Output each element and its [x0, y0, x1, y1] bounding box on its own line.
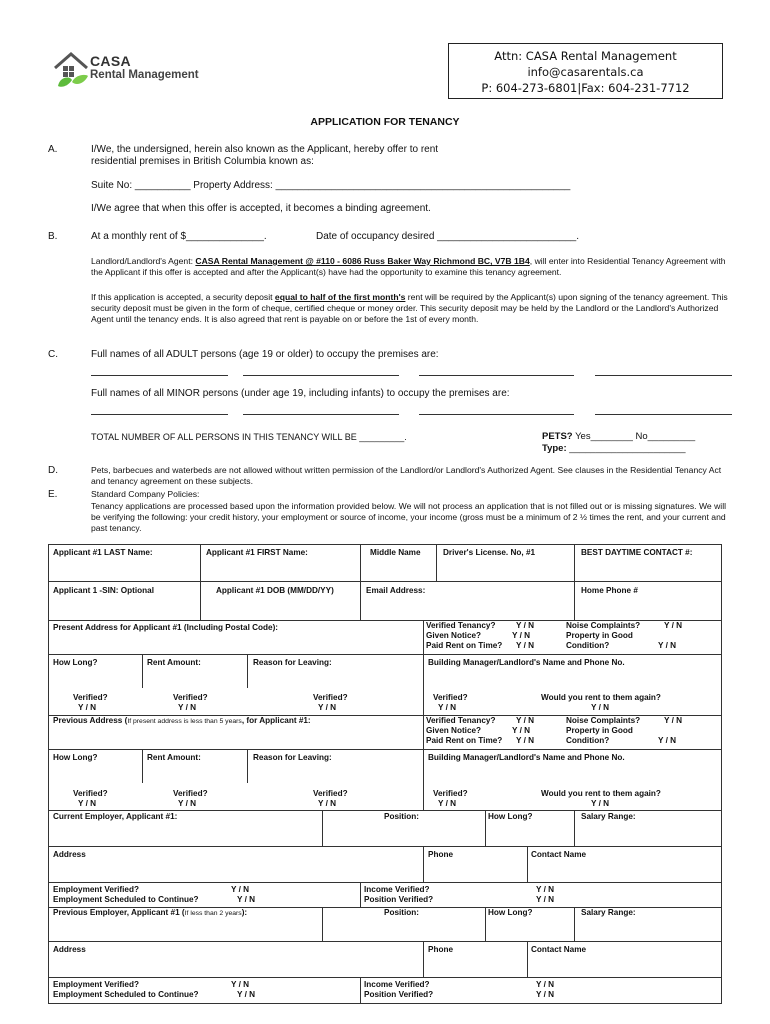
yn-option[interactable]: Y / N — [231, 885, 250, 894]
verified-label: Verified? — [173, 693, 208, 702]
employment-continue-label: Employment Scheduled to Continue? — [53, 895, 199, 904]
verified-label: Verified? — [313, 693, 348, 702]
company-logo — [52, 50, 222, 92]
section-b-letter: B. — [48, 231, 58, 242]
yn-option[interactable]: Y / N — [512, 726, 531, 735]
attn-phone: P: 604-273-6801|Fax: 604-231-7712 — [481, 81, 690, 95]
yn-option[interactable]: Y / N — [516, 641, 535, 650]
attn-box — [448, 43, 723, 99]
middle-name-field[interactable]: Middle Name — [370, 548, 421, 557]
property-good-label: Property in Good — [566, 631, 633, 640]
verified-tenancy-label: Verified Tenancy? — [426, 621, 496, 630]
verified-label: Verified? — [73, 789, 108, 798]
yn-option[interactable]: Y / N — [536, 990, 555, 999]
position-verified-label: Position Verified? — [364, 990, 434, 999]
yn-option[interactable]: Y / N — [516, 716, 535, 725]
employer-address-field[interactable]: Address — [53, 945, 86, 954]
yn-option[interactable]: Y / N — [664, 716, 683, 725]
section-c-letter: C. — [48, 349, 58, 360]
email-field[interactable]: Email Address: — [366, 586, 426, 595]
previous-employer-field[interactable]: Previous Employer, Applicant #1 (If less than 2 years): — [53, 908, 248, 917]
yn-option[interactable]: Y / N — [231, 980, 250, 989]
total-persons-field[interactable]: TOTAL NUMBER OF ALL PERSONS IN THIS TENANCY WILL BE _________. — [91, 432, 407, 442]
yn-option[interactable]: Y / N — [536, 885, 555, 894]
adult-name-line[interactable] — [595, 375, 732, 376]
sin-field[interactable]: Applicant 1 -SIN: Optional — [53, 586, 154, 595]
last-name-field[interactable]: Applicant #1 LAST Name: — [53, 548, 153, 557]
adult-names-label: Full names of all ADULT persons (age 19 or older) to occupy the premises are: — [91, 349, 439, 360]
page-title: APPLICATION FOR TENANCY — [310, 116, 460, 128]
section-a-letter: A. — [48, 144, 58, 155]
pets-field[interactable]: PETS? Yes________ No_________ — [542, 431, 696, 442]
given-notice-label: Given Notice? — [426, 726, 482, 735]
logo-subtitle: Rental Management — [90, 69, 199, 81]
adult-name-line[interactable] — [91, 375, 228, 376]
current-employer-field[interactable]: Current Employer, Applicant #1: — [53, 812, 178, 821]
position-field[interactable]: Position: — [384, 812, 420, 821]
deposit-paragraph: If this application is accepted, a security deposit equal to half of the first month's rent will be required by the Applicant(s) upon signing of the tenancy agreement. This security deposit must be given in the form of cheque, certified cheque or money order. This security deposit may be held by the Landlord or the Landlord's Authorized Agent until the tenancy ends. It is also agreed that rent is payable on or before the 1st of every month. — [91, 292, 728, 324]
yn-option[interactable]: Y / N — [178, 703, 197, 712]
noise-label: Noise Complaints? — [566, 716, 641, 725]
adult-name-line[interactable] — [419, 375, 574, 376]
employer-address-field[interactable]: Address — [53, 850, 86, 859]
position-verified-label: Position Verified? — [364, 895, 434, 904]
previous-address-field[interactable]: Previous Address (If present address is less than 5 years, for Applicant #1: — [53, 716, 311, 725]
how-long-field[interactable]: How Long? — [53, 658, 98, 667]
section-d-letter: D. — [48, 465, 58, 476]
minor-name-line[interactable] — [595, 414, 732, 415]
agent-name: CASA Rental Management @ #110 - 6086 Russ Baker Way Richmond BC, V7B 1B4 — [195, 256, 530, 266]
employer-contact-field[interactable]: Contact Name — [531, 850, 587, 859]
salary-range-field[interactable]: Salary Range: — [581, 812, 636, 821]
condition-label: Condition? — [566, 641, 610, 650]
would-rent-label: Would you rent to them again? — [541, 789, 661, 798]
minor-name-line[interactable] — [91, 414, 228, 415]
yn-option[interactable]: Y / N — [664, 621, 683, 630]
employer-phone-field[interactable]: Phone — [428, 850, 454, 859]
minor-name-line[interactable] — [419, 414, 574, 415]
logo-brand: CASA — [90, 53, 131, 69]
yn-option[interactable]: Y / N — [516, 736, 535, 745]
yn-option[interactable]: Y / N — [512, 631, 531, 640]
deposit-emphasis: equal to half of the first month's — [274, 292, 406, 302]
section-e-letter: E. — [48, 489, 58, 500]
property-good-label: Property in Good — [566, 726, 633, 735]
salary-range-field[interactable]: Salary Range: — [581, 908, 636, 917]
agent-paragraph: Landlord/Landlord's Agent: CASA Rental Management @ #110 - 6086 Russ Baker Way Richmond BC, V7B 1B4, will enter into Residential Tenancy Agreement with the Applicant if this offer is accepted and after the Applicant(s) have had the opportunity to examine this tenancy agreement. — [91, 256, 726, 277]
building-manager-field[interactable]: Building Manager/Landlord's Name and Phone No. — [428, 658, 625, 667]
yn-option[interactable]: Y / N — [237, 895, 256, 904]
minor-names-label: Full names of all MINOR persons (under age 19, including infants) to occupy the premises are: — [91, 388, 510, 399]
how-long-field[interactable]: How Long? — [488, 908, 533, 917]
reason-leaving-field[interactable]: Reason for Leaving: — [253, 658, 332, 667]
employment-verified-label: Employment Verified? — [53, 980, 139, 989]
verified-label: Verified? — [433, 789, 468, 798]
first-name-field[interactable]: Applicant #1 FIRST Name: — [206, 548, 308, 557]
position-field[interactable]: Position: — [384, 908, 420, 917]
yn-option[interactable]: Y / N — [78, 703, 97, 712]
application-table — [48, 544, 722, 1004]
verified-label: Verified? — [313, 789, 348, 798]
verified-label: Verified? — [433, 693, 468, 702]
yn-option[interactable]: Y / N — [536, 980, 555, 989]
yn-option[interactable]: Y / N — [591, 799, 610, 808]
minor-name-line[interactable] — [243, 414, 399, 415]
yn-option[interactable]: Y / N — [516, 621, 535, 630]
yn-option[interactable]: Y / N — [78, 799, 97, 808]
yn-option[interactable]: Y / N — [318, 799, 337, 808]
noise-label: Noise Complaints? — [566, 621, 641, 630]
section-e-text: Tenancy applications are processed based upon the information provided below. We will not process an application that is not filled out or is missing signatures. We will be verifying the following: your credit history, your employment or source of income, your income (gross must be a minimum of 2 ½ times the rent, and your current and past tenancy. — [91, 501, 727, 533]
yn-option[interactable]: Y / N — [536, 895, 555, 904]
dob-field[interactable]: Applicant #1 DOB (MM/DD/YY) — [216, 586, 334, 595]
how-long-field[interactable]: How Long? — [488, 812, 533, 821]
paid-rent-label: Paid Rent on Time? — [426, 641, 503, 650]
monthly-rent-field[interactable]: At a monthly rent of $______________. — [91, 231, 267, 242]
income-verified-label: Income Verified? — [364, 885, 430, 894]
section-a-intro-1: I/We, the undersigned, herein also known as the Applicant, hereby offer to rent — [91, 144, 439, 155]
home-phone-field[interactable]: Home Phone # — [581, 586, 638, 595]
attn-line: Attn: CASA Rental Management — [494, 49, 677, 63]
best-contact-field[interactable]: BEST DAYTIME CONTACT #: — [581, 548, 693, 557]
house-leaf-icon — [52, 50, 92, 90]
would-rent-label: Would you rent to them again? — [541, 693, 661, 702]
section-a-intro-2: residential premises in British Columbia known as: — [91, 156, 314, 167]
suite-property-field[interactable]: Suite No: __________ Property Address: _____________________________________________________ — [91, 180, 571, 191]
yn-option[interactable]: Y / N — [658, 641, 677, 650]
employer-phone-field[interactable]: Phone — [428, 945, 454, 954]
adult-name-line[interactable] — [243, 375, 399, 376]
section-e-heading: Standard Company Policies: — [91, 489, 200, 499]
section-d-text: Pets, barbecues and waterbeds are not allowed without written permission of the Landlord/or Landlord's Authorized Agent. See clauses in the Residential Tenancy Act and tenancy agreement on these subjects. — [91, 465, 722, 486]
yn-option[interactable]: Y / N — [658, 736, 677, 745]
rent-amount-field[interactable]: Rent Amount: — [147, 753, 201, 762]
verified-label: Verified? — [173, 789, 208, 798]
present-address-field[interactable]: Present Address for Applicant #1 (Including Postal Code): — [53, 623, 279, 632]
employment-continue-label: Employment Scheduled to Continue? — [53, 990, 199, 999]
yn-option[interactable]: Y / N — [178, 799, 197, 808]
attn-email: info@casarentals.ca — [527, 65, 644, 79]
reason-leaving-field[interactable]: Reason for Leaving: — [253, 753, 332, 762]
given-notice-label: Given Notice? — [426, 631, 482, 640]
verified-label: Verified? — [73, 693, 108, 702]
employment-verified-label: Employment Verified? — [53, 885, 139, 894]
yn-option[interactable]: Y / N — [591, 703, 610, 712]
occupancy-date-field[interactable]: Date of occupancy desired _________________________. — [316, 231, 579, 242]
yn-option[interactable]: Y / N — [237, 990, 256, 999]
yn-option[interactable]: Y / N — [438, 703, 457, 712]
employer-contact-field[interactable]: Contact Name — [531, 945, 587, 954]
rent-amount-field[interactable]: Rent Amount: — [147, 658, 201, 667]
income-verified-label: Income Verified? — [364, 980, 430, 989]
yn-option[interactable]: Y / N — [438, 799, 457, 808]
drivers-license-field[interactable]: Driver's License. No, #1 — [443, 548, 536, 557]
yn-option[interactable]: Y / N — [318, 703, 337, 712]
binding-agreement-text: I/We agree that when this offer is accepted, it becomes a binding agreement. — [91, 203, 431, 214]
paid-rent-label: Paid Rent on Time? — [426, 736, 503, 745]
pet-type-field[interactable]: Type: ______________________ — [542, 443, 686, 454]
condition-label: Condition? — [566, 736, 610, 745]
how-long-field[interactable]: How Long? — [53, 753, 98, 762]
verified-tenancy-label: Verified Tenancy? — [426, 716, 496, 725]
building-manager-field[interactable]: Building Manager/Landlord's Name and Phone No. — [428, 753, 625, 762]
